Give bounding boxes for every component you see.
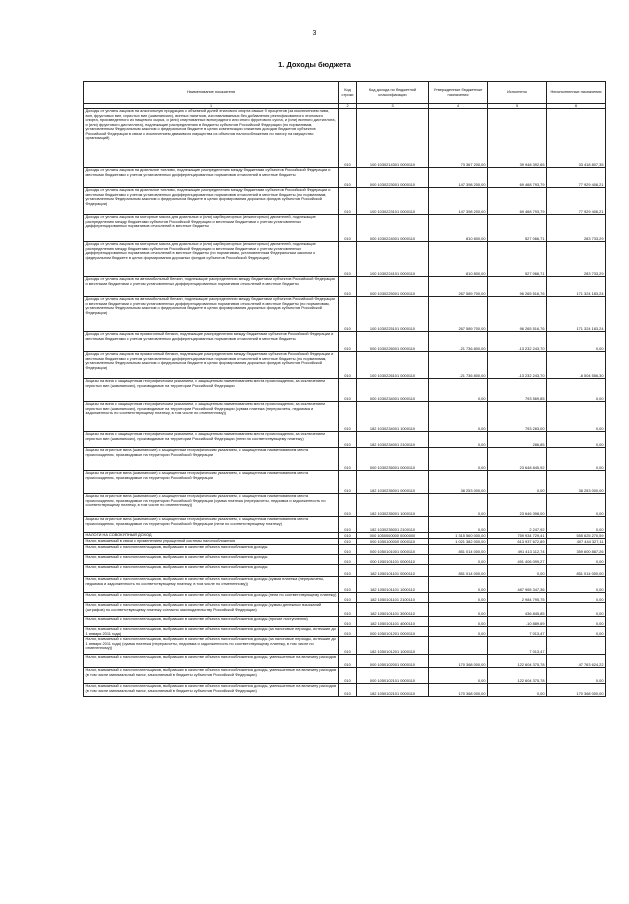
cell-code: 010 — [339, 494, 357, 517]
cell-code: 010 — [339, 277, 357, 297]
cell-unexecuted: 283 733,29 — [547, 215, 606, 242]
cell-kbk: 182 1050101101 4000110 — [357, 617, 429, 627]
cell-name: Доходы от уплаты акцизов на прямогонный бензин, подлежащие распределению между бюджетами субъектов Российской Федерации и местными бюджетами с учетом установленных дифференцированных нормативов отчислений в местные бюджеты (по нормативам, установленным Федеральным законом о федеральном бюджете в целях формирования дорожных фондов субъектов Российской Федерации) — [84, 352, 339, 379]
cell-unexecuted: -8 504 556,30 — [547, 352, 606, 379]
cell-code: 010 — [339, 577, 357, 593]
cell-kbk: 100 1030214301 0000110 — [357, 109, 429, 168]
table-row — [84, 168, 606, 188]
cell-kbk: 000 1050101201 0000110 — [357, 627, 429, 637]
cell-code: 010 — [339, 297, 357, 332]
cell-kbk: 000 1050101101 0000110 — [357, 555, 429, 565]
cell-kbk: 000 1030235001 0000110 — [357, 448, 429, 471]
cell-unexecuted: 0,00 — [547, 617, 606, 627]
cell-name: Налог, взимаемый в связи с применением упрощенной системы налогообложения — [84, 539, 339, 545]
table-row — [84, 297, 606, 332]
cell-unexecuted: 0,00 — [547, 668, 606, 684]
table-row — [84, 471, 606, 494]
cell-approved: 0,00 — [429, 617, 488, 627]
cell-code: 010 — [339, 565, 357, 577]
cell-kbk: 182 1050101101 2100110 — [357, 593, 429, 603]
cell-unexecuted: 555 625 270,59 — [547, 533, 606, 539]
cell-name: Акцизы на вина с защищенным географическим указанием, с защищенным наименованием места происхождения, за исключением игристых вин (шампанских), производимые на территории Российской Федерации (сумма платежа (перерасчеты, недоимка и задолженность по соответствующему платежу, в том числе по отмененному)) — [84, 402, 339, 432]
cell-name: Акцизы на игристые вина (шампанские) с защищенным географическим указанием, с защищенным наименованием места происхождения, производимые на территории Российской Федерации (пени по соответствующему платежу) — [84, 517, 339, 533]
cell-executed: 23 648 845,92 — [488, 448, 547, 471]
cell-code: 010 — [339, 593, 357, 603]
cell-executed: 491 413 112,74 — [488, 545, 547, 555]
cell-code: 010 — [339, 379, 357, 402]
cell-kbk: 000 1030225001 0000110 — [357, 277, 429, 297]
cell-approved: 0,00 — [429, 494, 488, 517]
cell-name: НАЛОГИ НА СОВОКУПНЫЙ ДОХОД — [84, 533, 339, 539]
cell-kbk: 000 1030234001 0000110 — [357, 379, 429, 402]
cell-executed: -10 889,69 — [488, 617, 547, 627]
header-executed: Исполнено — [488, 82, 547, 104]
cell-executed: 527 066,71 — [488, 215, 547, 242]
cell-code: 010 — [339, 215, 357, 242]
cell-code: 010 — [339, 533, 357, 539]
cell-approved: 0,00 — [429, 627, 488, 637]
cell-approved: -21 736 800,00 — [429, 332, 488, 352]
cell-name: Доходы от уплаты акцизов на моторные масла для дизельных и (или) карбюраторных (инжекторных) двигателей, подлежащие распределению между бюджетами субъектов Российской Федерации и местными бюджетами с учетом установленных дифференцированных нормативов отчислений в местные бюджеты — [84, 215, 339, 242]
cell-name: Налог, взимаемый с налогоплательщиков, выбравших в качестве объекта налогообложения доходы (суммы денежных взысканий (штрафов) по соответствующему платежу согласно законодательству Российской Федерации) — [84, 603, 339, 617]
cell-unexecuted: 0,00 — [547, 432, 606, 448]
cell-kbk: 000 1050102001 0000110 — [357, 655, 429, 668]
cell-name: Доходы от уплаты акцизов на дизельное топливо, подлежащие распределению между бюджетами субъектов Российской Федерации и местными бюджетами с учетом установленных дифференцированных нормативов отчислений в местные бюджеты — [84, 168, 339, 188]
cell-name: Акцизы на вина с защищенным географическим указанием, с защищенным наименованием места происхождения, за исключением игристых вин (шампанских), производимые на территории Российской Федерации (пени по соответствующему платежу) — [84, 432, 339, 448]
cell-approved: 0,00 — [429, 593, 488, 603]
cell-unexecuted: 77 929 406,21 — [547, 168, 606, 188]
column-number: 1 — [84, 104, 339, 109]
table-row — [84, 215, 606, 242]
header-approved: Утвержденные бюджетные назначения — [429, 82, 488, 104]
table-row — [84, 555, 606, 565]
cell-executed: -13 232 243,70 — [488, 332, 547, 352]
cell-kbk: 000 1050101001 0000110 — [357, 545, 429, 555]
cell-kbk: 182 1030235001 2100110 — [357, 517, 429, 533]
cell-code: 010 — [339, 402, 357, 432]
cell-approved: 38 253 000,00 — [429, 471, 488, 494]
header-name: Наименование показателя — [84, 82, 339, 104]
cell-name: Налог, взимаемый с налогоплательщиков, выбравших в качестве объекта налогообложения доходы (пени по соответствующему платежу) — [84, 593, 339, 603]
header-kbk: Код дохода по бюджетной классификации — [357, 82, 429, 104]
cell-approved: 0,00 — [429, 668, 488, 684]
cell-name: Налог, взимаемый с налогоплательщиков, выбравших в качестве объекта налогообложения доходы — [84, 545, 339, 555]
cell-unexecuted: 359 600 887,26 — [547, 545, 606, 555]
cell-unexecuted: 851 014 000,00 — [547, 565, 606, 577]
cell-executed: 39 948 392,65 — [488, 109, 547, 168]
cell-name: Налог, взимаемый с налогоплательщиков, выбравших в качестве объекта налогообложения доходы — [84, 555, 339, 565]
cell-approved: 1 315 560 000,00 — [429, 533, 488, 539]
cell-unexecuted: 407 444 327,11 — [547, 539, 606, 545]
cell-kbk: 100 1030226101 0000110 — [357, 352, 429, 379]
cell-approved: 73 367 200,00 — [429, 109, 488, 168]
cell-unexecuted — [547, 637, 606, 655]
cell-executed: 69 468 793,79 — [488, 168, 547, 188]
cell-name: Акцизы на игристые вина (шампанские) с защищенным географическим указанием, с защищенным наименованием места происхождения, производимые на территории Российской Федерации — [84, 448, 339, 471]
cell-kbk: 000 1030223001 0000110 — [357, 168, 429, 188]
cell-approved: 0,00 — [429, 577, 488, 593]
cell-kbk: 182 1050102101 0000110 — [357, 684, 429, 697]
cell-kbk: 182 1030235001 1000110 — [357, 494, 429, 517]
cell-kbk: 000 1050102101 0000110 — [357, 668, 429, 684]
table-header-row — [84, 82, 606, 104]
cell-kbk: 182 1050101101 0000110 — [357, 565, 429, 577]
cell-unexecuted: 0,00 — [547, 603, 606, 617]
cell-name: Доходы от уплаты акцизов на автомобильный бензин, подлежащие распределению между бюджетами субъектов Российской Федерации и местными бюджетами с учетом установленных дифференцированных нормативов отчислений в местные бюджеты — [84, 277, 339, 297]
cell-code: 010 — [339, 109, 357, 168]
cell-unexecuted: 33 418 807,35 — [547, 109, 606, 168]
table-row — [84, 603, 606, 617]
table-row — [84, 109, 606, 168]
cell-code: 010 — [339, 242, 357, 277]
cell-name: Доходы от уплаты акцизов на алкогольную продукцию с объемной долей этилового спирта свыше 9 процентов (за исключением пива, вин, фруктовых вин, игристых вин (шампанских), винных напитков, изготавливаемых без добавления ректификованного этилового спирта, произведенного из пищевого сырья, и (или) спиртованных виноградного или иного фруктового сусла, и (или) винного дистиллята, и (или) фруктового дистиллята), подлежащие распределению в бюджеты субъектов Российской Федерации (по нормативам, установленным Федеральным законом о федеральном бюджете в целях компенсации снижения доходов бюджетов субъектов Российской Федерации в связи с исключением движимого имущества из объектов налогообложения по налогу на имущество организаций) — [84, 109, 339, 168]
cell-executed: 286,85 — [488, 432, 547, 448]
cell-kbk: 100 1030224101 0000110 — [357, 242, 429, 277]
cell-unexecuted: 0,00 — [547, 332, 606, 352]
cell-kbk: 182 1050101101 3000110 — [357, 603, 429, 617]
column-number: 5 — [488, 104, 547, 109]
cell-kbk: 000 1030226001 0000110 — [357, 332, 429, 352]
cell-code: 010 — [339, 517, 357, 533]
table-row — [84, 448, 606, 471]
cell-executed: 0,00 — [488, 684, 547, 697]
page-title: 1. Доходы бюджета — [278, 60, 351, 69]
cell-approved: 1 021 382 000,00 — [429, 539, 488, 545]
cell-code: 010 — [339, 668, 357, 684]
table-row — [84, 565, 606, 577]
cell-executed: 2 247,92 — [488, 517, 547, 533]
cell-executed: 96 265 516,76 — [488, 277, 547, 297]
table-row — [84, 242, 606, 277]
table-row — [84, 617, 606, 627]
cell-name: Доходы от уплаты акцизов на дизельное топливо, подлежащие распределению между бюджетами субъектов Российской Федерации и местными бюджетами с учетом установленных дифференцированных нормативов отчислений в местные бюджеты (по нормативам, установленным Федеральным законом о федеральном бюджете в целях формирования дорожных фондов субъектов Российской Федерации) — [84, 188, 339, 215]
cell-name: Налог, взимаемый с налогоплательщиков, выбравших в качестве объекта налогообложения доходы, уменьшенные на величину расходов — [84, 655, 339, 668]
table-row — [84, 593, 606, 603]
cell-name: Налог, взимаемый с налогоплательщиков, выбравших в качестве объекта налогообложения доходы, уменьшенные на величину расходов (в том числе минимальный налог, зачисляемый в бюджеты субъектов Российской Федерации) — [84, 668, 339, 684]
table-row — [84, 432, 606, 448]
cell-unexecuted: 47 763 624,22 — [547, 655, 606, 668]
cell-code: 010 — [339, 627, 357, 637]
cell-kbk: 100 1030223101 0000110 — [357, 188, 429, 215]
cell-approved: 170 368 000,00 — [429, 655, 488, 668]
cell-approved: 147 398 200,00 — [429, 188, 488, 215]
cell-unexecuted: 0,00 — [547, 593, 606, 603]
cell-approved: 0,00 — [429, 402, 488, 432]
cell-executed: 759 934 729,41 — [488, 533, 547, 539]
cell-kbk: 182 1050101101 1000110 — [357, 577, 429, 593]
table-row — [84, 379, 606, 402]
cell-name: Доходы от уплаты акцизов на автомобильный бензин, подлежащие распределению между бюджетами субъектов Российской Федерации и местными бюджетами с учетом установленных дифференцированных нормативов отчислений в местные бюджеты (по нормативам, установленным Федеральным законом о федеральном бюджете в целях формирования дорожных фондов субъектов Российской Федерации) — [84, 297, 339, 332]
cell-executed: 7 013,47 — [488, 627, 547, 637]
cell-unexecuted: 0,00 — [547, 517, 606, 533]
cell-name: Акцизы на вина с защищенным географическим указанием, с защищенным наименованием места происхождения, за исключением игристых вин (шампанских), производимые на территории Российской Федерации — [84, 379, 339, 402]
cell-kbk: 182 1050101201 1000110 — [357, 637, 429, 655]
cell-executed: 23 646 398,00 — [488, 494, 547, 517]
cell-executed: 527 066,71 — [488, 242, 547, 277]
cell-approved — [429, 637, 488, 655]
cell-kbk: 000 1050100000 0000110 — [357, 539, 429, 545]
cell-executed: 793 569,85 — [488, 379, 547, 402]
cell-code: 010 — [339, 637, 357, 655]
cell-kbk: 182 1030234001 1000110 — [357, 402, 429, 432]
header-unexecuted: Неисполненные назначения — [547, 82, 606, 104]
cell-unexecuted: 0,00 — [547, 577, 606, 593]
cell-approved: 0,00 — [429, 448, 488, 471]
cell-executed: 491 406 099,27 — [488, 555, 547, 565]
table-row — [84, 332, 606, 352]
cell-kbk: 100 1030225101 0000110 — [357, 297, 429, 332]
cell-code: 010 — [339, 539, 357, 545]
cell-name: Акцизы на игристые вина (шампанские) с защищенным географическим указанием, с защищенным наименованием места происхождения, производимые на территории Российской Федерации — [84, 471, 339, 494]
cell-approved: 851 014 000,00 — [429, 565, 488, 577]
cell-executed: 2 984 795,75 — [488, 593, 547, 603]
page-number: 3 — [312, 30, 317, 37]
cell-executed: 793 283,00 — [488, 402, 547, 432]
cell-approved: 0,00 — [429, 603, 488, 617]
table-row — [84, 277, 606, 297]
cell-executed: 7 013,47 — [488, 637, 547, 655]
cell-unexecuted: 171 324 183,24 — [547, 277, 606, 297]
cell-unexecuted: 0,00 — [547, 494, 606, 517]
cell-kbk: 000 1050000000 0000000 — [357, 533, 429, 539]
table-row — [84, 494, 606, 517]
cell-unexecuted: 0,00 — [547, 402, 606, 432]
header-code: Код строки — [339, 82, 357, 104]
cell-executed: -13 232 243,70 — [488, 352, 547, 379]
cell-code: 010 — [339, 168, 357, 188]
cell-approved: 0,00 — [429, 555, 488, 565]
table-row — [84, 627, 606, 637]
cell-approved: 0,00 — [429, 379, 488, 402]
table-row — [84, 545, 606, 555]
cell-unexecuted: 171 324 183,24 — [547, 297, 606, 332]
cell-name: Налог, взимаемый с налогоплательщиков, выбравших в качестве объекта налогообложения доходы (сумма платежа (перерасчеты, недоимка и задолженность по соответствующему платежу, в том числе по отмененному)) — [84, 577, 339, 593]
column-number: 4 — [429, 104, 488, 109]
cell-code: 010 — [339, 655, 357, 668]
table-row — [84, 352, 606, 379]
cell-approved: 0,00 — [429, 517, 488, 533]
cell-unexecuted: 0,00 — [547, 627, 606, 637]
cell-code: 010 — [339, 545, 357, 555]
cell-code: 010 — [339, 352, 357, 379]
cell-executed: 69 468 793,79 — [488, 188, 547, 215]
table-row — [84, 668, 606, 684]
cell-executed: 122 604 375,78 — [488, 655, 547, 668]
cell-unexecuted: 283 733,29 — [547, 242, 606, 277]
cell-code: 010 — [339, 617, 357, 627]
cell-unexecuted: 38 253 000,00 — [547, 471, 606, 494]
column-number: 3 — [357, 104, 429, 109]
table-row — [84, 402, 606, 432]
cell-executed: 436 845,85 — [488, 603, 547, 617]
cell-executed: 613 937 672,89 — [488, 539, 547, 545]
table-row — [84, 517, 606, 533]
cell-code: 010 — [339, 448, 357, 471]
cell-executed: 96 265 516,76 — [488, 297, 547, 332]
table-row — [84, 684, 606, 697]
cell-approved: -21 736 800,00 — [429, 352, 488, 379]
column-number: 2 — [339, 104, 357, 109]
table-row — [84, 188, 606, 215]
cell-kbk: 000 1030224001 0000110 — [357, 215, 429, 242]
column-number: 6 — [547, 104, 606, 109]
cell-kbk: 182 1030235001 0000110 — [357, 471, 429, 494]
cell-approved: 170 368 000,00 — [429, 684, 488, 697]
cell-unexecuted: 170 368 000,00 — [547, 684, 606, 697]
cell-unexecuted: 77 929 406,21 — [547, 188, 606, 215]
cell-approved: 267 589 700,00 — [429, 277, 488, 297]
cell-unexecuted: 0,00 — [547, 555, 606, 565]
cell-approved: 810 800,00 — [429, 242, 488, 277]
cell-name: Акцизы на игристые вина (шампанские) с защищенным географическим указанием, с защищенным наименованием места происхождения, производимые на территории Российской Федерации (сумма платежа (перерасчеты, недоимка и задолженность по соответствующему платежу, в том числе по отмененному)) — [84, 494, 339, 517]
cell-executed: 122 604 375,78 — [488, 668, 547, 684]
cell-approved: 267 589 700,00 — [429, 297, 488, 332]
cell-executed: 487 965 347,36 — [488, 577, 547, 593]
cell-executed: 0,00 — [488, 471, 547, 494]
cell-code: 010 — [339, 188, 357, 215]
cell-name: Налог, взимаемый с налогоплательщиков, выбравших в качестве объекта налогообложения доходы (прочие поступления) — [84, 617, 339, 627]
budget-revenue-table — [83, 81, 606, 697]
cell-approved: 147 398 200,00 — [429, 168, 488, 188]
cell-name: Налог, взимаемый с налогоплательщиков, выбравших в качестве объекта налогообложения доходы — [84, 565, 339, 577]
cell-unexecuted: 0,00 — [547, 448, 606, 471]
cell-kbk: 182 1030234001 2100110 — [357, 432, 429, 448]
cell-unexecuted: 0,00 — [547, 379, 606, 402]
cell-executed: 0,00 — [488, 565, 547, 577]
table-row — [84, 577, 606, 593]
cell-name: Доходы от уплаты акцизов на прямогонный бензин, подлежащие распределению между бюджетами субъектов Российской Федерации и местными бюджетами с учетом установленных дифференцированных нормативов отчислений в местные бюджеты — [84, 332, 339, 352]
cell-name: Налог, взимаемый с налогоплательщиков, выбравших в качестве объекта налогообложения доходы (за налоговые периоды, истекшие до 1 января 2011 года) (сумма платежа (перерасчеты, недоимка и задолженность по соответствующему платежу, в том числе по отмененному)) — [84, 637, 339, 655]
cell-code: 010 — [339, 684, 357, 697]
cell-code: 010 — [339, 555, 357, 565]
table-row — [84, 655, 606, 668]
cell-name: Налог, взимаемый с налогоплательщиков, выбравших в качестве объекта налогообложения доходы (за налоговые периоды, истекшие до 1 января 2011 года) — [84, 627, 339, 637]
cell-approved: 0,00 — [429, 432, 488, 448]
cell-code: 010 — [339, 603, 357, 617]
cell-name: Доходы от уплаты акцизов на моторные масла для дизельных и (или) карбюраторных (инжекторных) двигателей, подлежащие распределению между бюджетами субъектов Российской Федерации и местными бюджетами с учетом установленных дифференцированных нормативов отчислений в местные бюджеты (по нормативам, установленным Федеральным законом о федеральном бюджете в целях формирования дорожных фондов субъектов Российской Федерации) — [84, 242, 339, 277]
cell-code: 010 — [339, 471, 357, 494]
cell-code: 010 — [339, 332, 357, 352]
table-row — [84, 637, 606, 655]
cell-approved: 851 014 000,00 — [429, 545, 488, 555]
cell-code: 010 — [339, 432, 357, 448]
cell-name: Налог, взимаемый с налогоплательщиков, выбравших в качестве объекта налогообложения доходы, уменьшенные на величину расходов (в том числе минимальный налог, зачисляемый в бюджеты субъектов Российской Федерации) — [84, 684, 339, 697]
cell-approved: 810 800,00 — [429, 215, 488, 242]
